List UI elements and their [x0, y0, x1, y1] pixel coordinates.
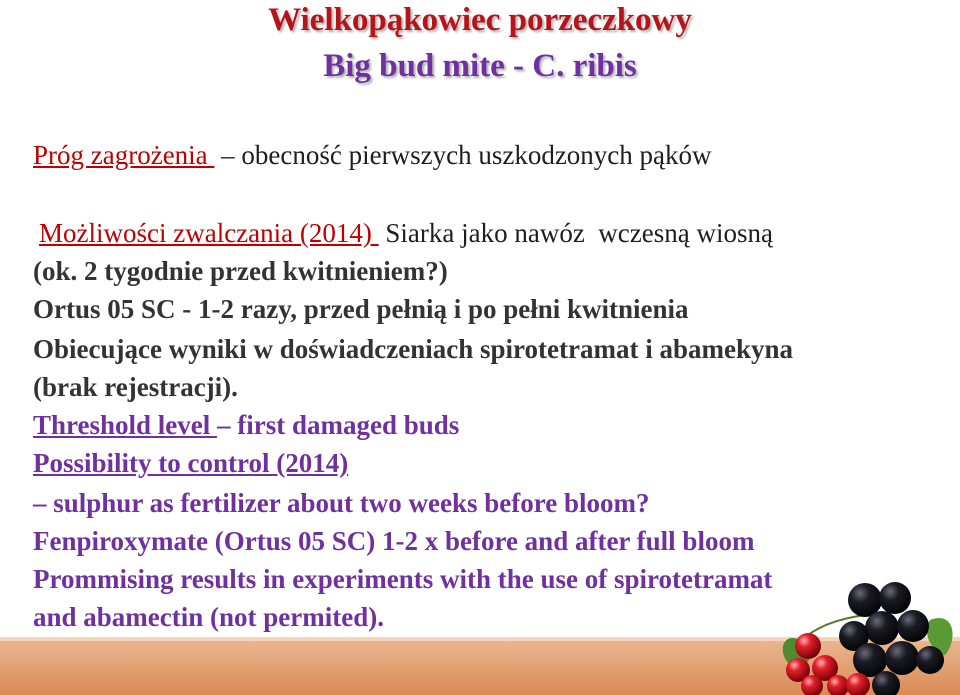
en-threshold-text: – first damaged buds [217, 410, 460, 440]
currant-fruit-image [770, 560, 960, 695]
pl-threshold-line [33, 140, 712, 171]
en-promising-line-1: Prommising results in experiments with the use of spirotetramat [33, 564, 773, 594]
en-fenpiroxymate-line: Fenpiroxymate (Ortus 05 SC) 1-2 x before and after full bloom [33, 526, 755, 556]
en-promising-line-2: and abamectin (not permited). [33, 602, 384, 632]
en-control-label: Possibility to control (2014) [33, 448, 349, 478]
pl-control-text: Siarka jako nawóz wczesną wiosną [378, 218, 773, 248]
slide-title-polish: Wielkopąkowiec porzeczkowy [268, 2, 692, 38]
pl-control-line [39, 218, 773, 249]
slide-title-english: Big bud mite - C. ribis [323, 48, 637, 84]
pl-threshold-text: – obecność pierwszych uszkodzonych pąków [214, 140, 712, 170]
pl-threshold-label: Próg zagrożenia [33, 140, 215, 170]
en-sulphur-line: – sulphur as fertilizer about two weeks before bloom? [33, 488, 650, 518]
pl-control-line-2: (ok. 2 tygodnie przed kwitnieniem?) [33, 256, 448, 286]
pl-ortus-line: Ortus 05 SC - 1-2 razy, przed pełnią i po pełni kwitnienia [33, 294, 689, 324]
en-threshold-label: Threshold level [33, 410, 218, 440]
pl-control-label: Możliwości zwalczania (2014) [39, 218, 379, 248]
en-threshold-line [33, 410, 459, 441]
pl-promising-line-1: Obiecujące wyniki w doświadczeniach spirotetramat i abamekyna [33, 334, 793, 364]
en-control-line [33, 448, 348, 479]
pl-promising-line-2: (brak rejestracji). [33, 372, 238, 402]
